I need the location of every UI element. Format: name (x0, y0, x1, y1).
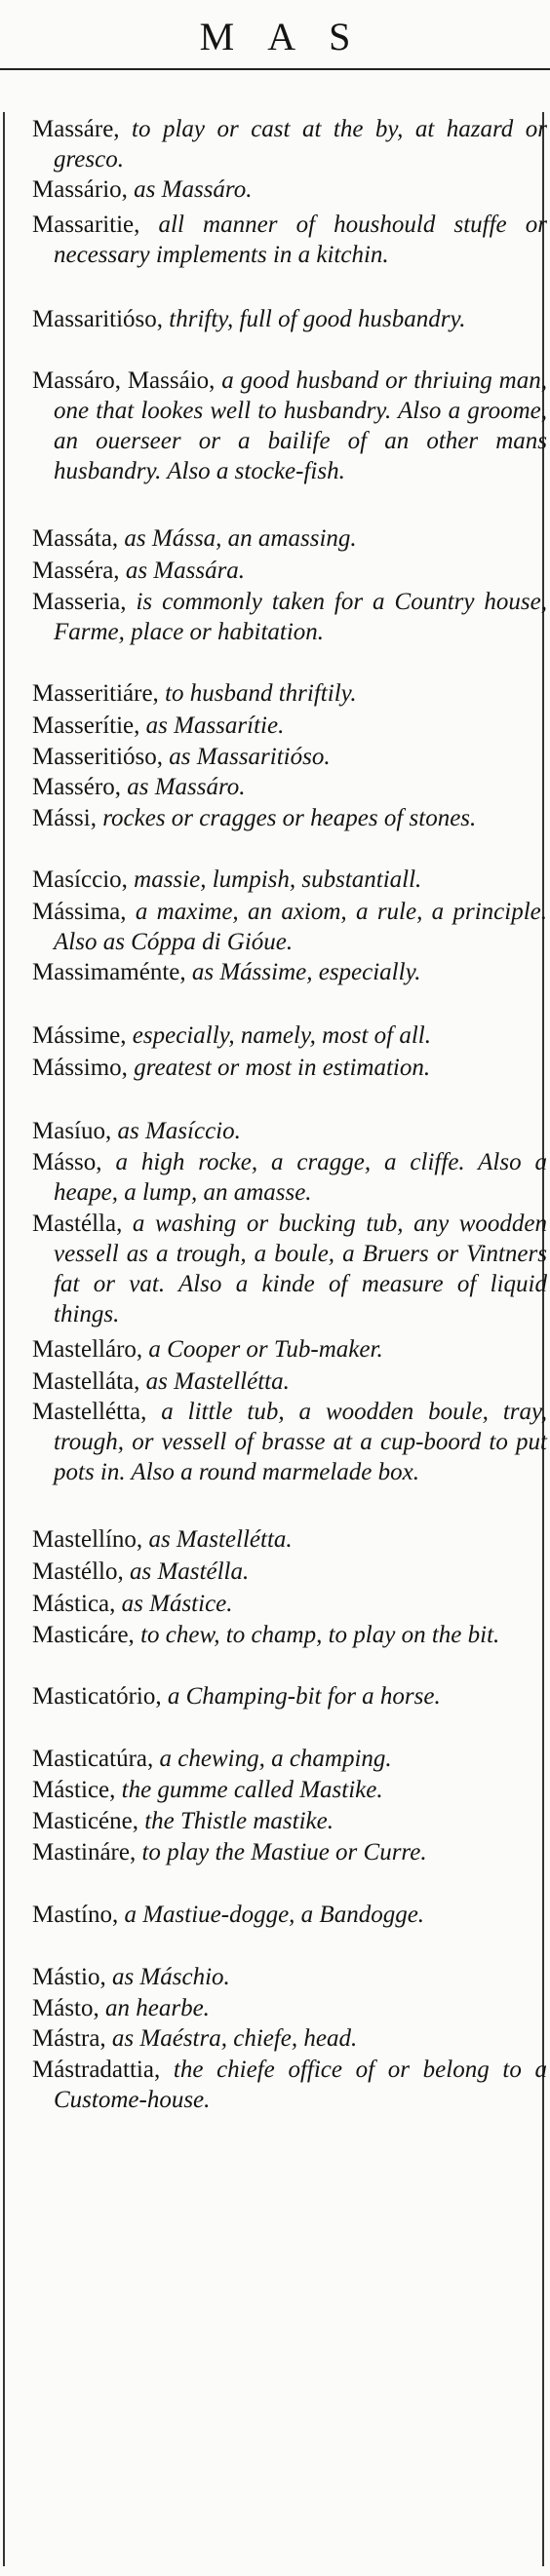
dictionary-entry (32, 174, 547, 205)
entry-headword: Massáro, Massáio, (32, 367, 216, 394)
entry-definition: is commonly taken for a Country house, Farme, place or habitation. (54, 589, 547, 645)
entry-headword: Mastíno, (32, 1902, 119, 1928)
entry-definition: a Champing-bit for a horse. (167, 1683, 441, 1710)
entry-headword: Masseritióso, (32, 744, 164, 770)
dictionary-entry (32, 2055, 547, 2115)
dictionary-entry (32, 587, 547, 647)
entry-definition: to play the Mastiue or Curre. (141, 1839, 427, 1865)
dictionary-entry (32, 1993, 547, 2023)
dictionary-entry (32, 1020, 547, 1051)
dictionary-entry (32, 114, 547, 174)
dictionary-entry (32, 1681, 547, 1711)
entry-definition: an hearbe. (105, 1995, 210, 2021)
page-header (0, 0, 550, 70)
dictionary-entry (32, 772, 547, 802)
entry-definition: as Massarítie. (145, 712, 285, 739)
entry-headword: Masticáre, (32, 1622, 135, 1648)
entry-headword: Masticatúra, (32, 1746, 154, 1772)
entry-definition: as Massaritióso. (169, 744, 331, 770)
dictionary-entry (32, 897, 547, 957)
entry-headword: Mássi, (32, 805, 97, 831)
entry-headword: Mástica, (32, 1591, 116, 1617)
dictionary-entry (32, 1209, 547, 1329)
entry-definition: as Mastélla. (130, 1558, 250, 1585)
entry-headword: Massáta, (32, 525, 119, 552)
entry-headword: Masséro, (32, 774, 121, 800)
entry-definition: the chiefe office of or belong to a Custome-house. (54, 2057, 547, 2113)
dictionary-entry (32, 1116, 547, 1146)
entry-headword: Mássima, (32, 899, 127, 925)
entry-headword: Massaritie, (32, 211, 140, 238)
entry-definition: as Massáro. (127, 774, 246, 800)
dictionary-entry (32, 1334, 547, 1365)
dictionary-entry (32, 365, 547, 486)
entry-definition: as Mastellétta. (148, 1526, 293, 1553)
entry-definition: a chewing, a champing. (159, 1746, 392, 1772)
dictionary-entry (32, 678, 547, 709)
entry-headword: Masíccio, (32, 866, 128, 893)
dictionary-entry (32, 1366, 547, 1397)
dictionary-entry (32, 1744, 547, 1774)
entry-headword: Mastelláro, (32, 1336, 143, 1363)
entry-definition: a good husband or thriuing man, one that lookes well to husbandry. Also a groome, an ouerseer or a bailife of an other mans husbandry. Also a stocke-fish. (54, 367, 547, 484)
entry-headword: Massimaménte, (32, 959, 186, 985)
entry-headword: Mástio, (32, 1964, 106, 1990)
entry-headword: Masíuo, (32, 1118, 112, 1144)
entry-definition: all manner of houshould stuffe or necessary implements in a kitchin. (54, 211, 547, 268)
entry-headword: Massáre, (32, 116, 120, 142)
entry-headword: Mastellíno, (32, 1526, 143, 1553)
entry-definition: a Mastiue-dogge, a Bandogge. (124, 1902, 425, 1928)
entry-headword: Masseritiáre, (32, 680, 159, 707)
entry-definition: a little tub, a woodden boule, tray, trough, or vessell of brasse at a cup-boord to put pots in. Also a round marmelade box. (54, 1399, 547, 1485)
entry-headword: Masséra, (32, 557, 120, 584)
dictionary-entry (32, 304, 547, 334)
entry-headword: Másto, (32, 1995, 99, 2021)
dictionary-entry (32, 1900, 547, 1930)
dictionary-entry (32, 1589, 547, 1619)
entry-definition: as Massáro. (134, 176, 253, 203)
entry-definition: the Thistle mastike. (144, 1808, 334, 1834)
entry-headword: Mástradattia, (32, 2057, 161, 2083)
entry-definition: especially, namely, most of all. (132, 1022, 431, 1049)
entry-definition: a high rocke, a cragge, a cliffe. Also a heape, a lump, an amasse. (54, 1149, 547, 1206)
entry-definition: as Mássime, especially. (191, 959, 421, 985)
entry-definition: a maxime, an axiom, a rule, a principle. Also as Cóppa di Gióue. (54, 899, 548, 955)
column-frame (3, 112, 548, 2566)
entry-definition: to husband thriftily. (165, 680, 357, 707)
dictionary-entry (32, 1557, 547, 1587)
entry-definition: as Máschio. (111, 1964, 230, 1990)
dictionary-entry (32, 1147, 547, 1208)
entry-headword: Mastelláta, (32, 1368, 140, 1395)
dictionary-entry (32, 711, 547, 741)
dictionary-entry (32, 1524, 547, 1555)
entry-headword: Mássimo, (32, 1055, 128, 1081)
entry-definition: to play or cast at the by, at hazard or gresco. (54, 116, 547, 173)
dictionary-entry (32, 1053, 547, 1083)
dictionary-entry (32, 957, 547, 987)
entry-headword: Mastélla, (32, 1211, 123, 1237)
entry-definition: thrifty, full of good husbandry. (169, 306, 466, 332)
entry-headword: Mástra, (32, 2025, 106, 2052)
entry-definition: as Maéstra, chiefe, head. (111, 2025, 358, 2052)
dictionary-entry (32, 1962, 547, 1992)
entry-headword: Mastináre, (32, 1839, 137, 1865)
dictionary-entry (32, 523, 547, 554)
entry-definition: a Cooper or Tub-maker. (148, 1336, 383, 1363)
entry-headword: Massaritióso, (32, 306, 164, 332)
dictionary-entry (32, 1775, 547, 1805)
dictionary-entry (32, 742, 547, 772)
entry-headword: Másso, (32, 1149, 102, 1175)
dictionary-entry (32, 1837, 547, 1867)
dictionary-entry (32, 865, 547, 895)
dictionary-entry (32, 1806, 547, 1836)
entry-definition: a washing or bucking tub, any woodden vessell as a trough, a boule, a Bruers or Vintners fat or vat. Also a kinde of measure of liquid things. (54, 1211, 548, 1327)
dictionary-entry (32, 556, 547, 586)
entry-headword: Mastellétta, (32, 1399, 147, 1425)
entry-definition: as Mássa, an amassing. (124, 525, 357, 552)
dictionary-entry (32, 1620, 547, 1650)
entry-definition: as Masíccio. (117, 1118, 241, 1144)
entry-headword: Massário, (32, 176, 128, 203)
entry-definition: as Massára. (125, 557, 246, 584)
entry-definition: greatest or most in estimation. (134, 1055, 431, 1081)
dictionary-entry (32, 1397, 547, 1487)
entry-definition: massie, lumpish, substantiall. (134, 866, 422, 893)
entry-definition: the gumme called Mastike. (121, 1777, 383, 1803)
dictionary-entry (32, 210, 547, 270)
entry-definition: as Mastellétta. (145, 1368, 290, 1395)
entry-headword: Mássime, (32, 1022, 127, 1049)
entry-headword: Mástice, (32, 1777, 116, 1803)
entry-headword: Masseria, (32, 589, 127, 615)
dictionary-entry (32, 803, 547, 833)
entry-headword: Masserítie, (32, 712, 140, 739)
entry-definition: to chew, to champ, to play on the bit. (140, 1622, 500, 1648)
entry-definition: rockes or cragges or heapes of stones. (102, 805, 477, 831)
entry-headword: Mastéllo, (32, 1558, 124, 1585)
entry-headword: Masticatório, (32, 1683, 162, 1710)
entry-headword: Masticéne, (32, 1808, 138, 1834)
dictionary-entry (32, 2023, 547, 2054)
entry-definition: as Mástice. (121, 1591, 233, 1617)
running-head: MAS (199, 15, 384, 58)
